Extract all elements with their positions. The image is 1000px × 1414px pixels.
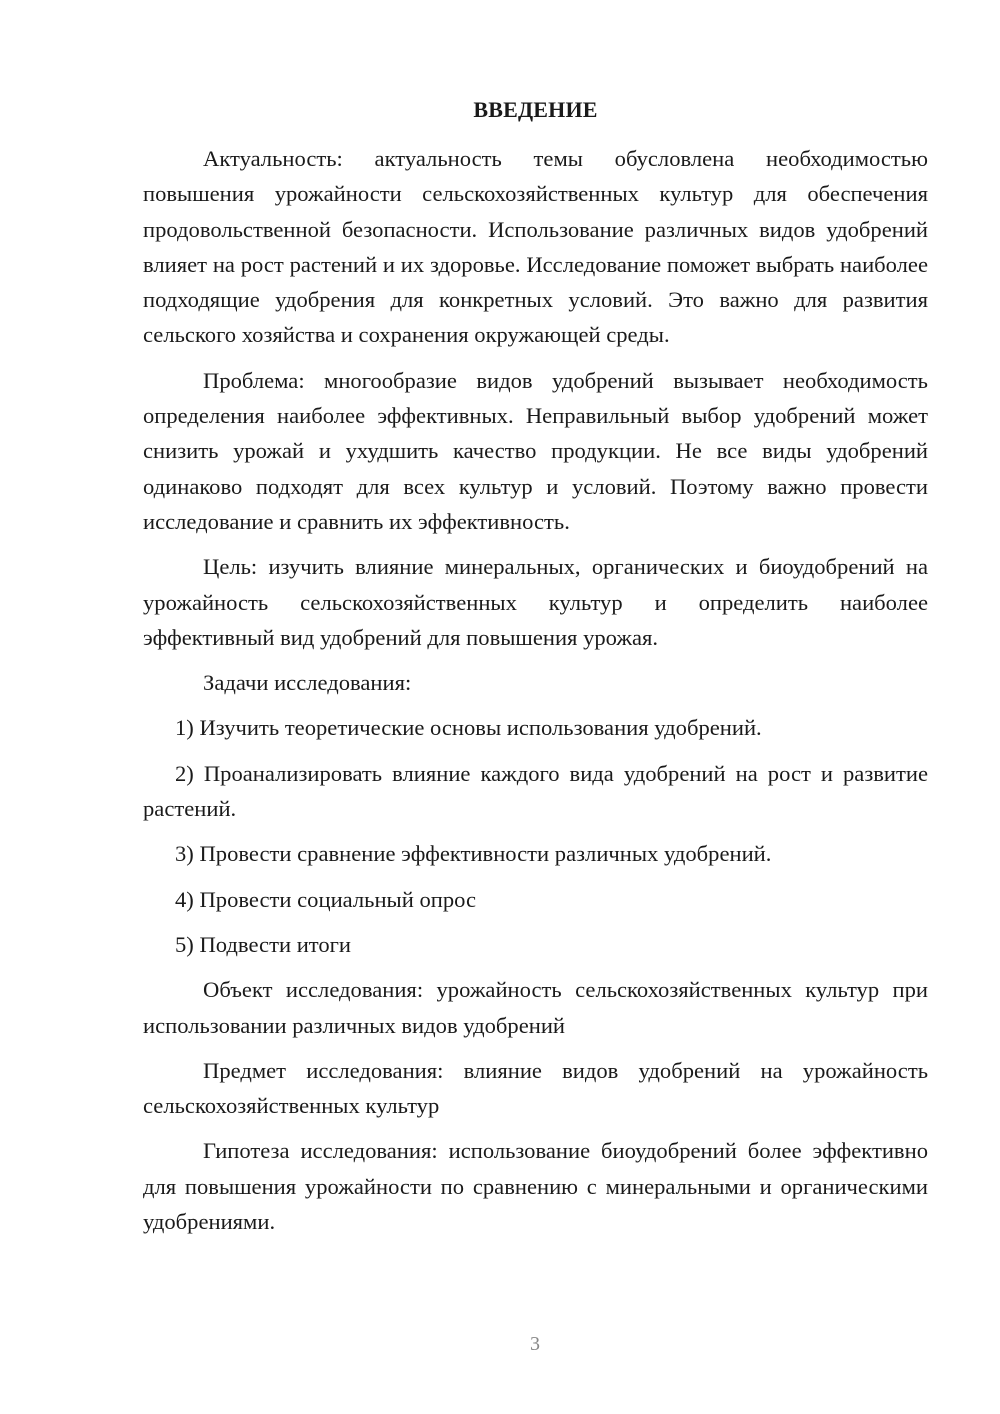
tasks-heading: Задачи исследования: (203, 670, 412, 696)
task-item: 4) Провести социальный опрос (175, 886, 477, 912)
goal-paragraph: Цель: изучить влияние минеральных, органических и биоудобрений на урожайность сельскохозяйственных культур и определить наиболее эффективный вид удобрений для повышения урожая. (143, 554, 928, 650)
object-paragraph: Объект исследования: урожайность сельскохозяйственных культур при использовании различных видов удобрений (143, 977, 928, 1038)
task-item: 5) Подвести итоги (175, 931, 352, 957)
section-title: ВВЕДЕНИЕ (473, 97, 598, 122)
task-item: 2) Проанализировать влияние каждого вида удобрений на рост и развитие растений. (143, 760, 928, 822)
task-item: 1) Изучить теоретические основы использования удобрений. (175, 715, 762, 741)
page-number: 3 (530, 1333, 540, 1355)
hypothesis-paragraph: Гипотеза исследования: использование биоудобрений более эффективно для повышения урожайности по сравнению с минеральными и органическими удобрениями. (143, 1138, 928, 1235)
problem-paragraph: Проблема: многообразие видов удобрений вызывает необходимость определения наиболее эффективных. Неправильный выбор удобрений может снизить урожай и ухудшить качество продукции. Не все виды удобрений одинаково подходят для всех культур и условий. Поэтому важно провести исследование и сравнить их эффективность. (143, 367, 928, 534)
task-item: 3) Провести сравнение эффективности различных удобрений. (175, 841, 772, 867)
subject-paragraph: Предмет исследования: влияние видов удобрений на урожайность сельскохозяйственных культур (143, 1057, 928, 1119)
document-page (143, 95, 928, 1249)
relevance-paragraph: Актуальность: актуальность темы обусловлена необходимостью повышения урожайности сельскохозяйственных культур для обеспечения продовольственной безопасности. Использование различных видов удобрений влияет на рост растений и их здоровье. Исследование поможет выбрать наиболее подходящие удобрения для конкретных условий. Это важно для развития сельского хозяйства и сохранения окружающей среды. (143, 146, 928, 348)
